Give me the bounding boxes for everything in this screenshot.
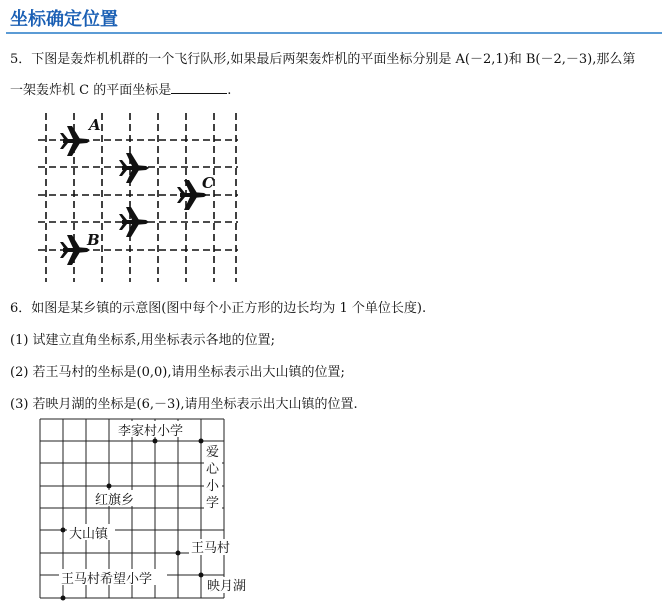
place-aixin-3: 小 <box>206 479 220 494</box>
section-title: 坐标确定位置 <box>10 9 118 30</box>
label-b: B <box>87 231 100 249</box>
place-wangma: 王马村 <box>191 541 231 556</box>
point-hongqi <box>107 484 112 489</box>
place-yingyue: 映月湖 <box>207 579 247 594</box>
label-a: A <box>89 116 101 134</box>
point-aixin <box>199 439 204 444</box>
point-yingyue <box>199 573 204 578</box>
place-aixin-4: 学 <box>206 496 220 511</box>
q6-intro: 6．如图是某乡镇的示意图(图中每个小正方形的边长均为 1 个单位长度). <box>10 301 427 316</box>
place-aixin-1: 爱 <box>206 445 220 460</box>
q5-line2-text: 一架轰炸机 C 的平面坐标是 <box>10 83 172 98</box>
place-lijiacun: 李家村小学 <box>118 424 184 439</box>
point-wangma <box>176 551 181 556</box>
point-dashan <box>61 528 66 533</box>
q6-item-3: (3) 若映月湖的坐标是(6,－3),请用坐标表示出大山镇的位置. <box>10 397 358 412</box>
q6-item-1: (1) 试建立直角坐标系,用坐标表示各地的位置; <box>10 333 276 348</box>
q5-line2-end: . <box>227 83 232 98</box>
place-aixin-2: 心 <box>206 462 220 477</box>
q5-line1: 5．下图是轰炸机机群的一个飞行队形,如果最后两架轰炸机的平面坐标分别是 A(－2,1)和 B(－2,－3),那么第 <box>10 52 636 67</box>
place-hongqi: 红旗乡 <box>95 493 135 508</box>
q6-item-2: (2) 若王马村的坐标是(0,0),请用坐标表示出大山镇的位置; <box>10 365 345 380</box>
label-c: C <box>202 174 214 192</box>
point-lijiacun <box>153 439 158 444</box>
place-dashan: 大山镇 <box>69 527 109 542</box>
place-wangma-school: 王马村希望小学 <box>61 572 153 587</box>
point-wangma-school <box>61 596 66 601</box>
